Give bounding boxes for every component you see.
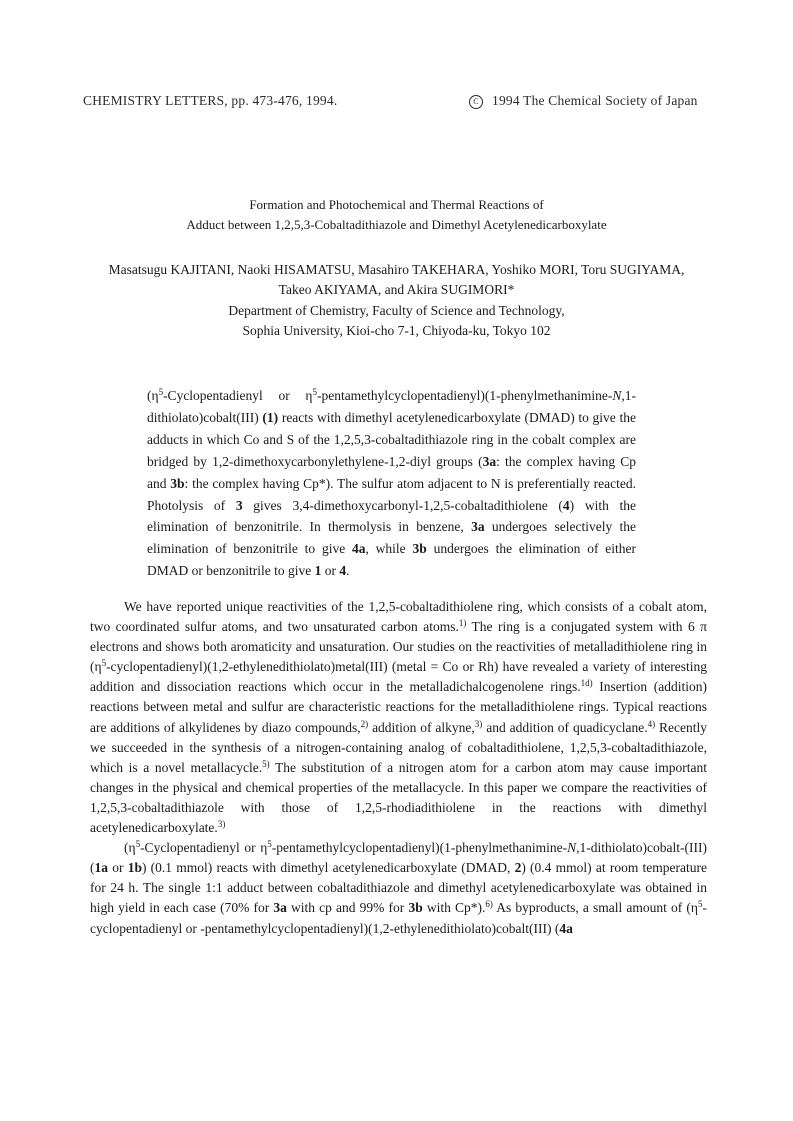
- text-run: -cyclopentadienyl)(1,2-ethylenedithiolato)metal(III) (metal = Co or Rh) have revealed a variety of interesting addition and dissociation reactions which occur in the metalladichalcogenolene rings.: [90, 659, 707, 695]
- reference-mark: 2): [360, 718, 369, 729]
- text-run: (: [147, 388, 152, 403]
- compound-label: 4: [562, 497, 570, 513]
- text-run: -Cyclopentadienyl or: [163, 388, 306, 403]
- text-run: 5: [101, 658, 107, 669]
- text-run: ) (0.4 mmol) at room temperature for 24 h. The single 1:1 adduct between cobaltadithiazole and dimethyl acetylenedicarboxylate was obtained in high yield in each case (70% for: [90, 860, 707, 916]
- text-run: and addition of quadicyclane.: [482, 719, 648, 735]
- reference-mark: 3): [217, 819, 226, 830]
- text-run: η: [151, 388, 159, 403]
- text-run: 5: [697, 899, 703, 910]
- abstract: [147, 385, 636, 582]
- abstract-paragraph: [147, 385, 636, 582]
- text-run: η: [94, 659, 102, 675]
- reference-mark: 4): [647, 718, 656, 729]
- text-run: with Cp*).: [422, 900, 486, 916]
- article-title-line-1: Formation and Photochemical and Thermal Reactions of: [249, 197, 544, 212]
- text-run: The ring is a conjugated system with 6 π electrons and shows both aromaticity and unsaturation. Our studies on the reactivities of metalladithiolene ring in (: [90, 619, 707, 675]
- compound-label: 4a: [559, 920, 573, 936]
- compound-label: 2: [514, 860, 522, 876]
- text-run: ,1-dithiolato)cobalt-(III) (: [90, 840, 707, 876]
- text-run: N: [567, 840, 577, 856]
- text-run: gives 3,4-dimethoxycarbonyl-1,2,5-cobaltadithiolene (: [242, 497, 563, 513]
- authors-line-2: Takeo AKIYAMA, and Akira SUGIMORI*: [278, 282, 515, 297]
- compound-label: 3a: [482, 453, 497, 469]
- text-run: or: [321, 563, 340, 579]
- reference-mark: 3): [474, 718, 483, 729]
- compound-label: 3b: [170, 475, 185, 491]
- text-run: 5: [267, 839, 272, 850]
- text-run: -cyclopentadienyl or -pentamethylcyclopentadienyl)(1,2-ethylenedithiolato)cobalt(III) (: [90, 900, 707, 936]
- compound-label: 3a: [471, 519, 485, 535]
- authors-line-1: Masatsugu KAJITANI, Naoki HISAMATSU, Masahiro TAKEHARA, Yoshiko MORI, Toru SUGIYAMA,: [108, 262, 685, 277]
- text-run: -pentamethylcyclopentadienyl)(1-phenylmethanimine-: [271, 840, 568, 856]
- compound-label: 4: [339, 563, 347, 579]
- text-run: .: [346, 563, 350, 579]
- affiliation-line-1: Department of Chemistry, Faculty of Science and Technology,: [228, 303, 565, 318]
- copyright-text: 1994 The Chemical Society of Japan: [492, 93, 698, 108]
- text-run: : the complex having Cp and: [147, 453, 636, 491]
- text-run: 5: [312, 387, 317, 397]
- copyright-icon: C: [469, 95, 483, 109]
- text-run: undergoes selectively the elimination of benzonitrile to give: [147, 519, 636, 557]
- text-run: η: [305, 388, 313, 403]
- body-paragraph-1: [90, 597, 707, 838]
- compound-label: 1a: [94, 860, 108, 876]
- text-run: The substitution of a nitrogen atom for a carbon atom may cause important changes in the physical and chemical properties of the metallacycle. In this paper we compare the reactivities of 1,2,5,3-cobaltadithiazole with those of 1,2,5-rhodiadithiolene in the reactions with dimethyl acetylenedicarboxylate.: [90, 759, 707, 836]
- text-run: reacts with dimethyl acetylenedicarboxylate (DMAD) to give the adducts in which Co and S of the 1,2,5,3-cobaltadithiazole ring in the cobalt complex are bridged by 1,2-dimethoxycarbonylethylene-1,2-diyl groups (: [147, 409, 636, 469]
- text-run: η: [128, 840, 136, 856]
- text-run: Recently we succeeded in the synthesis of a nitrogen-containing analog of cobaltadithiolene, 1,2,5,3-cobaltadithiazole, which is a novel metallacycle.: [90, 719, 707, 775]
- compound-label: 1: [314, 563, 322, 579]
- text-run: -pentamethylcyclopentadienyl)(1-phenylmethanimine-: [316, 388, 613, 403]
- text-run: : the complex having Cp*). The sulfur atom adjacent to N is preferentially reacted. Photolysis of: [147, 475, 636, 513]
- text-run: 5: [135, 839, 141, 850]
- text-run: Insertion (addition) reactions between metal and sulfur are characteristic reactions for the metalladithiolene rings. Typical reactions are additions of alkylidenes by diazo compounds,: [90, 679, 707, 735]
- compound-label: 4a: [352, 541, 366, 557]
- main-text: [90, 597, 707, 939]
- reference-mark: 5): [262, 758, 270, 769]
- reference-mark: 6): [485, 899, 493, 910]
- compound-label: 3a: [273, 900, 287, 916]
- affiliation-line-2: Sophia University, Kioi-cho 7-1, Chiyoda-ku, Tokyo 102: [242, 323, 551, 338]
- text-run: 5: [158, 387, 164, 397]
- text-run: η: [690, 900, 698, 916]
- compound-label: 3b: [412, 541, 427, 557]
- text-run: We have reported unique reactivities of the 1,2,5-cobaltadithiolene ring, which consists of a cobalt atom, two coordinated sulfur atoms, and two unsaturated carbon atoms.: [90, 599, 707, 635]
- journal-citation: CHEMISTRY LETTERS, pp. 473-476, 1994.: [83, 93, 338, 108]
- text-run: N: [612, 388, 622, 403]
- text-run: addition of alkyne,: [368, 719, 475, 735]
- compound-label: (1): [262, 409, 279, 425]
- text-run: ,1-dithiolato)cobalt(III): [147, 388, 636, 425]
- text-run: -Cyclopentadienyl or: [140, 840, 261, 856]
- reference-mark: 1d): [580, 678, 593, 689]
- text-run: η: [260, 840, 268, 856]
- compound-label: 3: [235, 497, 243, 513]
- reference-mark: 1): [458, 618, 467, 629]
- text-run: ) (0.1 mmol) reacts with dimethyl acetylenedicarboxylate (DMAD,: [141, 860, 515, 876]
- text-run: ) with the elimination of benzonitrile. In thermolysis in benzene,: [147, 497, 637, 535]
- body-paragraph-2: [90, 838, 707, 938]
- text-run: undergoes the elimination of either DMAD or benzonitrile to give: [147, 541, 637, 579]
- text-run: with cp and 99% for: [286, 900, 409, 916]
- text-run: As byproducts, a small amount of (: [492, 900, 691, 916]
- text-run: or: [108, 860, 128, 876]
- compound-label: 1b: [127, 860, 142, 876]
- text-run: (: [124, 840, 129, 856]
- compound-label: 3b: [408, 900, 423, 916]
- article-title-line-2: Adduct between 1,2,5,3-Cobaltadithiazole and Dimethyl Acetylenedicarboxylate: [186, 217, 607, 232]
- text-run: , while: [365, 541, 413, 557]
- copyright-line: [469, 93, 698, 109]
